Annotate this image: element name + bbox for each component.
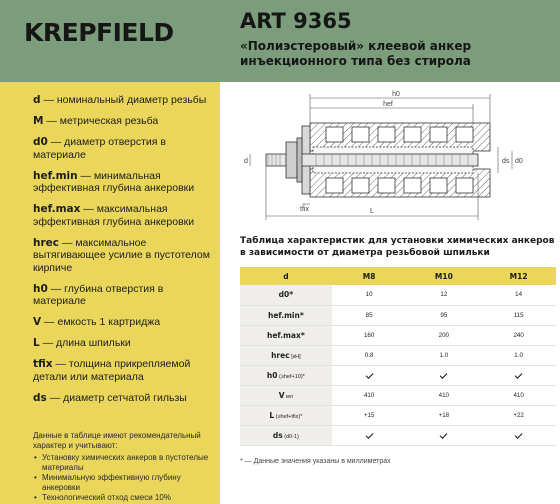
- checkmark-icon: [440, 431, 448, 439]
- checkmark-icon: [365, 371, 373, 379]
- value-cell: [332, 425, 407, 445]
- table-row: [240, 345, 556, 365]
- legend-item: [33, 94, 219, 107]
- value-cell: 1.0: [481, 345, 556, 365]
- washer: [297, 138, 302, 182]
- table-title: Таблица характеристик для установки химических анкеров в зависимости от диаметра резьбовой шпильки: [240, 236, 555, 258]
- value-cell: [332, 365, 407, 385]
- value-cell: [481, 365, 556, 385]
- anchor-installation-diagram: [228, 86, 556, 232]
- param-name: L: [269, 410, 275, 420]
- legend-symbol: h0: [33, 282, 48, 295]
- notes-item: • Технологический отход смеси 10%: [33, 493, 218, 503]
- value-cell: 95: [406, 305, 481, 325]
- legend-text: — толщина прикрепляемой детали или материала: [33, 358, 191, 383]
- value-cell: 240: [481, 325, 556, 345]
- param-name: hef.max*: [266, 330, 305, 340]
- column-header: M10: [406, 267, 481, 285]
- param-cell: [240, 405, 332, 425]
- param-note: (≥hef+10)*: [277, 373, 305, 380]
- legend-text: — метрическая резьба: [43, 115, 159, 127]
- param-name: h0: [266, 370, 278, 380]
- value-cell: [406, 365, 481, 385]
- param-name: d0*: [278, 290, 294, 300]
- checkmark-icon: [515, 431, 523, 439]
- table-body: [240, 285, 556, 445]
- value-cell: +15: [332, 405, 407, 425]
- table-row: [240, 365, 556, 385]
- notes-intro: Данные в таблице имеют рекомендательный характер и учитывают:: [33, 431, 201, 450]
- footnote: * — Данные значения указаны в миллиметрах: [240, 458, 391, 465]
- legend-symbol: V: [33, 316, 42, 328]
- legend-item: [33, 170, 219, 195]
- value-cell: 410: [332, 385, 407, 405]
- product-title: [240, 39, 550, 69]
- legend-text: — максимальное вытягивающее усилие в пустотелом кирпиче: [33, 236, 210, 274]
- param-cell: [240, 305, 332, 325]
- legend-symbol: d0: [33, 136, 48, 148]
- notes-item: • Минимальную эффективную глубину анкеровки: [33, 473, 218, 493]
- legend-item: [33, 237, 219, 275]
- product-article: ART 9365: [240, 9, 352, 33]
- legend-sidebar: [0, 82, 220, 504]
- legend-item: [33, 316, 219, 329]
- product-title-line1: «Полиэстеровый» клеевой анкер: [240, 39, 472, 53]
- legend-text: — минимальная эффективная глубина анкеровки: [33, 169, 195, 194]
- value-cell: 1.0: [406, 345, 481, 365]
- notes-list: [33, 453, 218, 503]
- param-cell: [240, 425, 332, 445]
- legend-item: [33, 283, 219, 308]
- legend-symbol: hrec: [33, 236, 59, 249]
- legend-item: [33, 392, 219, 405]
- legend-symbol: hef.min: [33, 169, 78, 182]
- legend-text: — номинальный диаметр резьбы: [40, 94, 207, 106]
- legend-item: [33, 203, 219, 228]
- param-cell: [240, 385, 332, 405]
- value-cell: +22: [481, 405, 556, 425]
- product-title-line2: инъекционного типа без стирола: [240, 54, 471, 68]
- legend-item: [33, 337, 219, 350]
- value-cell: [406, 425, 481, 445]
- dim-d0-label: d0: [515, 158, 523, 165]
- value-cell: 14: [481, 285, 556, 305]
- legend-text: — длина шпильки: [39, 337, 131, 349]
- legend-text: — диаметр отверстия в материале: [33, 136, 166, 161]
- param-name: ds: [272, 430, 283, 440]
- param-note: (d0-1): [282, 433, 299, 440]
- legend-symbol: ds: [33, 391, 47, 404]
- legend-text: — глубина отверстия в материале: [33, 282, 164, 307]
- param-cell: [240, 365, 332, 385]
- dim-L-label: L: [370, 208, 374, 215]
- table-row: [240, 385, 556, 405]
- param-note: (≥hef+tfix)*: [274, 413, 303, 420]
- table-row: [240, 405, 556, 425]
- param-cell: [240, 325, 332, 345]
- legend-symbol: d: [33, 94, 41, 106]
- legend-item: [33, 358, 219, 383]
- table-notes: [33, 431, 218, 503]
- value-cell: 12: [406, 285, 481, 305]
- table-row: [240, 425, 556, 445]
- checkmark-icon: [365, 431, 373, 439]
- value-cell: +18: [406, 405, 481, 425]
- param-cell: [240, 345, 332, 365]
- dim-ds-label: ds: [502, 158, 510, 165]
- notes-item: • Установку химических анкеров в пустотелые материалы: [33, 453, 218, 473]
- value-cell: 115: [481, 305, 556, 325]
- value-cell: 160: [332, 325, 407, 345]
- table-row: [240, 325, 556, 345]
- column-header: d: [240, 267, 332, 285]
- legend-text: — емкость 1 картриджа: [41, 316, 161, 328]
- value-cell: 0.8: [332, 345, 407, 365]
- legend-item: [33, 115, 219, 128]
- legend-symbol: M: [33, 115, 44, 127]
- legend-item: [33, 136, 219, 161]
- column-header: M12: [481, 267, 556, 285]
- table-header-row: [240, 267, 556, 285]
- dim-h0-label: h0: [392, 91, 400, 98]
- param-name: hef.min*: [267, 310, 304, 320]
- header-banner: [0, 0, 560, 82]
- value-cell: 410: [406, 385, 481, 405]
- legend-symbol: hef.max: [33, 203, 81, 215]
- value-cell: 85: [332, 305, 407, 325]
- dim-hef-label: hef: [383, 101, 393, 108]
- checkmark-icon: [440, 371, 448, 379]
- table-row: [240, 285, 556, 305]
- param-name: V: [278, 390, 285, 400]
- nut: [286, 142, 297, 178]
- param-name: hrec: [271, 350, 290, 360]
- value-cell: 10: [332, 285, 407, 305]
- value-cell: 410: [481, 385, 556, 405]
- column-header: M8: [332, 267, 407, 285]
- table-row: [240, 305, 556, 325]
- spec-table: [240, 267, 556, 446]
- dim-d-label: d: [244, 158, 248, 165]
- legend-list: [33, 94, 219, 413]
- param-cell: [240, 285, 332, 305]
- legend-symbol: tfix: [33, 358, 53, 370]
- legend-text: — диаметр сетчатой гильзы: [46, 391, 187, 404]
- value-cell: 200: [406, 325, 481, 345]
- dim-tfix-label: tfix: [300, 206, 309, 213]
- param-note: [кН]: [289, 353, 301, 360]
- checkmark-icon: [515, 371, 523, 379]
- value-cell: [481, 425, 556, 445]
- brand-logo: KREPFIELD: [24, 18, 174, 47]
- param-note: мл: [284, 393, 294, 400]
- legend-text: — максимальная эффективная глубина анкеровки: [33, 203, 195, 228]
- legend-symbol: L: [33, 337, 40, 349]
